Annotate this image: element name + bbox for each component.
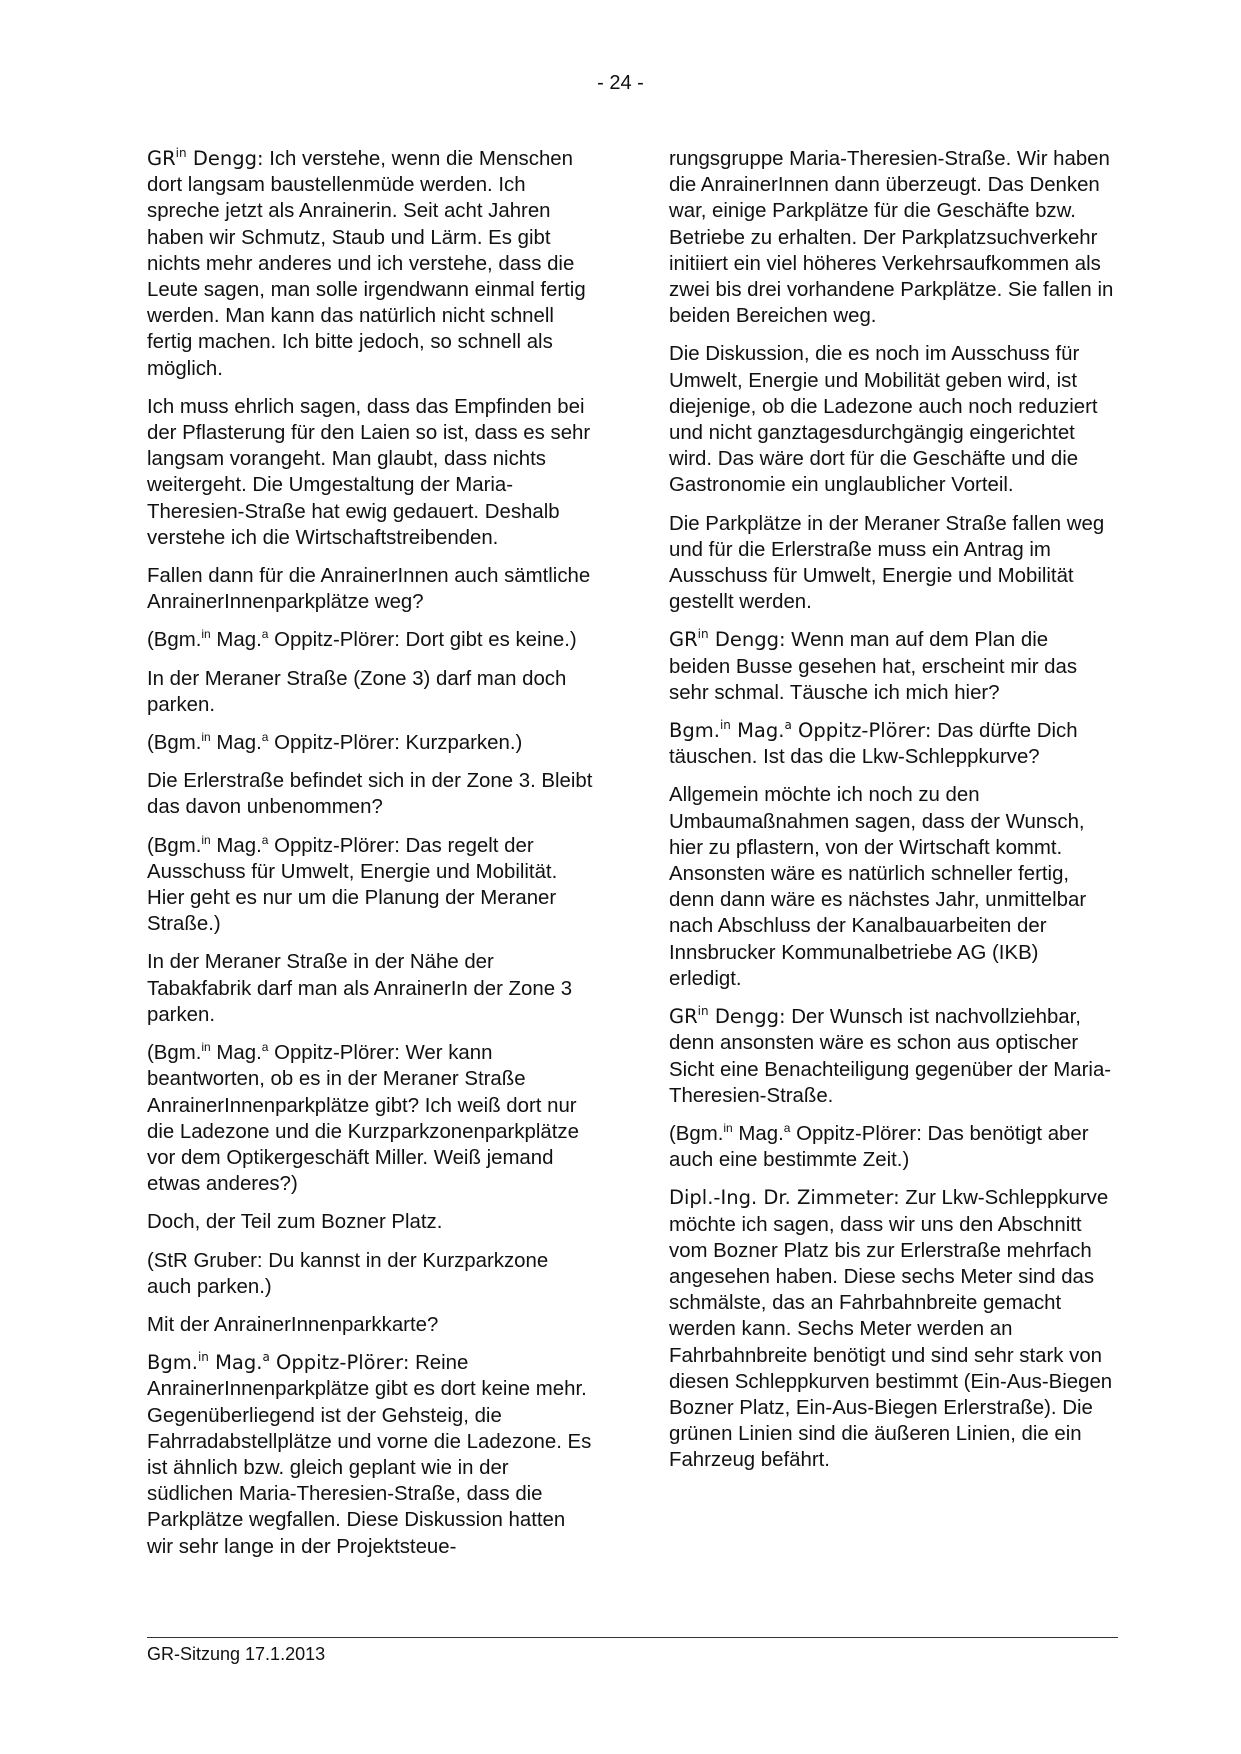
interjection: (Bgm.$^{in}$ Mag.$^a$ Oppitz-Plörer: Wer kann beantworten, ob es in der Meraner Straße AnrainerInnenparkplätze gibt? Ich weiß dort nur die Ladezone und die Kurzparkzonenparkplätze vor dem Optikergeschäft Miller. Weiß jemand etwas anderes?) (147, 1040, 579, 1196)
footer: GR-Sitzung 17.1.2013 (147, 1644, 326, 1664)
paragraph: Die Diskussion, die es noch im Ausschuss für Umwelt, Energie und Mobilität geben wird, ist diejenige, ob die Ladezone auch noch reduziert und nicht ganztagesdurchgängig eingerichtet wird. Das wäre dort für die Geschäfte und die Gastronomie ein unglaublicher Vorteil. (669, 343, 1098, 497)
speaker-label: Bgm.$^{in}$ Mag.$^a$ Oppitz-Plörer: (153, 1040, 400, 1065)
footer-divider (147, 1637, 1118, 1638)
speaker-label: Bgm.$^{in}$ Mag.$^a$ Oppitz-Plörer: (153, 730, 400, 755)
paragraph: Ich muss ehrlich sagen, dass das Empfinden bei der Pflasterung für den Laien so ist, dass es sehr langsam vorangeht. Man glaubt, dass nichts weitergeht. Die Umgestaltung der Maria-Theresien-Straße hat ewig gedauert. Deshalb verstehe ich die Wirtschaftstreibenden. (147, 395, 591, 549)
speaker-label: Bgm.$^{in}$ Mag.$^a$ Oppitz-Plörer: (669, 718, 932, 743)
interjection: (Bgm.$^{in}$ Mag.$^a$ Oppitz-Plörer: Dort gibt es keine.) (147, 627, 577, 652)
interjection: (Bgm.$^{in}$ Mag.$^a$ Oppitz-Plörer: Das regelt der Ausschuss für Umwelt, Energie und Mobilität. Hier geht es nur um die Planung der Meraner Straße.) (147, 832, 558, 936)
speaker-label: $GR^{in}$ Dengg: (669, 627, 786, 652)
interjection: (Bgm.$^{in}$ Mag.$^a$ Oppitz-Plörer: Kurzparken.) (147, 730, 523, 755)
paragraph: Allgemein möchte ich noch zu den Umbaumaßnahmen sagen, dass der Wunsch, hier zu pflastern, von der Wirtschaft kommt. Ansonsten wäre es natürlich schneller fertig, denn dann wäre es nächstes Jahr, unmittelbar nach Abschluss der Kanalbauarbeiten der Innsbrucker Kommunalbetriebe AG (IKB) erledigt. (669, 784, 1087, 990)
paragraph: Die Erlerstraße befindet sich in der Zone 3. Bleibt das davon unbenommen? (147, 770, 593, 819)
paragraph: Fallen dann für die AnrainerInnen auch sämtliche AnrainerInnenparkplätze weg? (147, 565, 591, 614)
paragraph: Bgm.$^{in}$ Mag.$^a$ Oppitz-Plörer: Reine AnrainerInnenparkplätze gibt es dort keine mehr. Gegenüberliegend ist der Gehsteig, die Fahrradabstellplätze und vorne die Ladezone. Es ist ähnlich bzw. gleich geplant wie in der südlichen Maria-Theresien-Straße, dass die Parkplätze wegfallen. Diese Diskussion hatten wir sehr lange in der Projektsteue- (147, 1350, 592, 1558)
page-number: - 24 - (597, 72, 644, 94)
speaker-label: $GR^{in}$ Dengg: (147, 146, 264, 170)
paragraph: $GR^{in}$ Dengg: Wenn man auf dem Plan die beiden Busse gesehen hat, erscheint mir das sehr schmal. Täusche ich mich hier? (669, 627, 1078, 704)
speaker-label: Bgm.$^{in}$ Mag.$^a$ Oppitz-Plörer: (153, 627, 400, 652)
paragraph: Dipl.-Ing. Dr. Zimmeter: Zur Lkw-Schleppkurve möchte ich sagen, dass wir uns den Abschnitt vom Bozner Platz bis zur Erlerstraße mehrfach angesehen haben. Diese sechs Meter sind das schmälste, das an Fahrbahnbreite gemacht werden kann. Sechs Meter werden an Fahrbahnbreite benötigt und sind sehr stark von diesen Schleppkurven bestimmt (Ein-Aus-Biegen Bozner Platz, Ein-Aus-Biegen Erlerstraße). Die grünen Linien sind die äußeren Linien, die ein Fahrzeug befährt. (669, 1186, 1113, 1472)
speaker-label: Bgm.$^{in}$ Mag.$^a$ Oppitz-Plörer: (675, 1120, 922, 1145)
interjection: (Bgm.$^{in}$ Mag.$^a$ Oppitz-Plörer: Das benötigt aber auch eine bestimmte Zeit.) (669, 1120, 1089, 1172)
paragraph: $GR^{in}$ Dengg: Ich verstehe, wenn die Menschen dort langsam baustellenmüde werden. Ich spreche jetzt als Anrainerin. Seit acht Jahren haben wir Schmutz, Staub und Lärm. Es gibt nichts mehr anderes und ich verstehe, dass die Leute sagen, man solle irgendwann einmal fertig werden. Man kann das natürlich nicht schnell fertig machen. Ich bitte jedoch, so schnell als möglich. (147, 146, 586, 380)
speaker-label: Dipl.-Ing. Dr. Zimmeter: (669, 1186, 900, 1210)
paragraph: Bgm.$^{in}$ Mag.$^a$ Oppitz-Plörer: Das dürfte Dich täuschen. Ist das die Lkw-Schleppkurve? (669, 718, 1078, 769)
speaker-label: Bgm.$^{in}$ Mag.$^a$ Oppitz-Plörer: (153, 832, 400, 857)
paragraph: $GR^{in}$ Dengg: Der Wunsch ist nachvollziehbar, denn ansonsten wäre es schon aus optischer Sicht eine Benachteiligung gegenüber der Maria-Theresien-Straße. (669, 1004, 1112, 1107)
paragraph: In der Meraner Straße in der Nähe der Tabakfabrik darf man als AnrainerIn der Zone 3 parken. (147, 951, 573, 1026)
speaker-label: $GR^{in}$ Dengg: (669, 1004, 786, 1029)
left-column (147, 146, 593, 1572)
speaker-label: Bgm.$^{in}$ Mag.$^a$ Oppitz-Plörer: (147, 1350, 410, 1375)
interjection: (StR Gruber: Du kannst in der Kurzparkzone auch parken.) (147, 1249, 549, 1298)
paragraph: rungsgruppe Maria-Theresien-Straße. Wir haben die AnrainerInnen dann überzeugt. Das Denken war, einige Parkplätze für die Geschäfte bzw. Betriebe zu erhalten. Der Parkplatzsuchverkehr initiiert ein viel höheres Verkehrsaufkommen als zwei bis drei vorhandene Parkplätze. Sie fallen in beiden Bereichen weg. (669, 148, 1114, 328)
paragraph: In der Meraner Straße (Zone 3) darf man doch parken. (147, 667, 567, 716)
right-column (669, 146, 1115, 1486)
paragraph: Mit der AnrainerInnenparkkarte? (147, 1313, 439, 1336)
paragraph: Doch, der Teil zum Bozner Platz. (147, 1211, 443, 1234)
paragraph: Die Parkplätze in der Meraner Straße fallen weg und für die Erlerstraße muss ein Antrag im Ausschuss für Umwelt, Energie und Mobilität gestellt werden. (669, 512, 1105, 614)
